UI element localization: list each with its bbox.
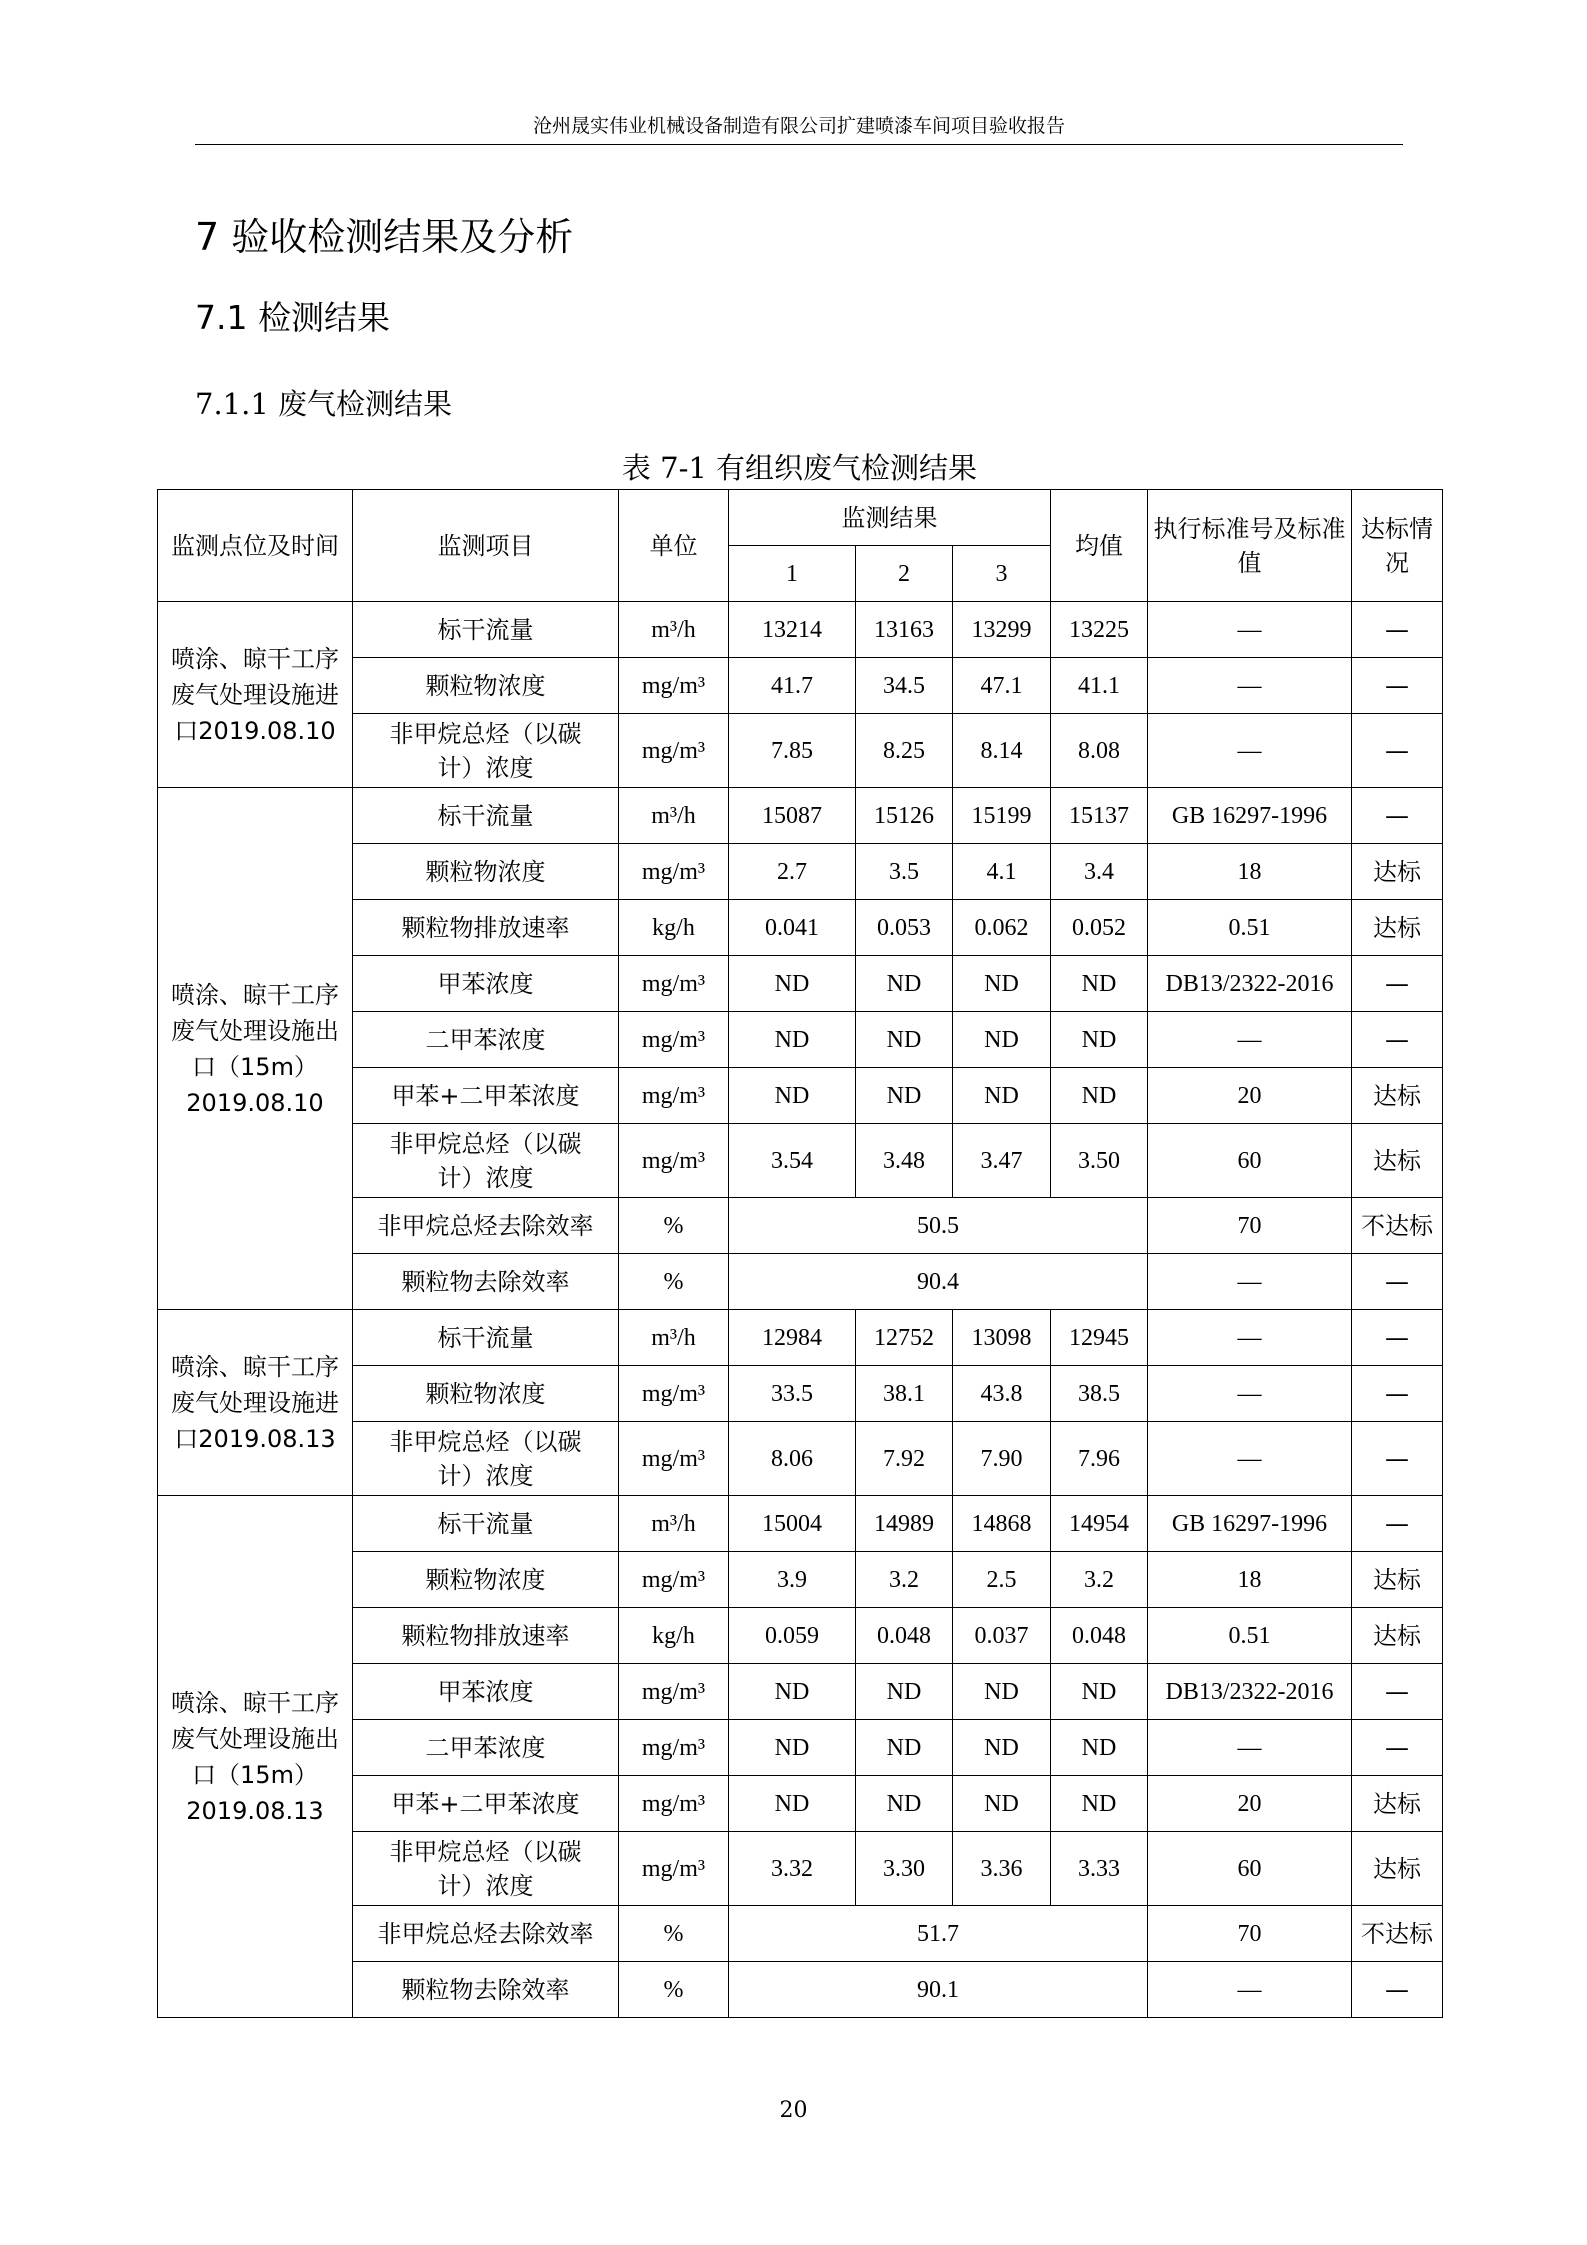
standard-cell: — [1148,1310,1352,1366]
result-3-cell: ND [953,1776,1051,1832]
status-cell: 达标 [1352,844,1443,900]
result-2-cell: ND [856,1776,953,1832]
result-3-cell: 3.47 [953,1124,1051,1198]
standard-cell: — [1148,1962,1352,2018]
mean-cell: 7.96 [1051,1422,1148,1496]
standard-cell: DB13/2322-2016 [1148,1664,1352,1720]
merged-result-cell: 50.5 [729,1198,1148,1254]
result-3-cell: 0.037 [953,1608,1051,1664]
result-1-cell: 33.5 [729,1366,856,1422]
result-1-cell: ND [729,956,856,1012]
item-cell: 颗粒物排放速率 [353,1608,619,1664]
standard-cell: — [1148,714,1352,788]
result-2-cell: 8.25 [856,714,953,788]
result-1-cell: 12984 [729,1310,856,1366]
item-cell: 非甲烷总烃去除效率 [353,1906,619,1962]
unit-cell: mg/m³ [619,1124,729,1198]
status-cell: — [1352,956,1443,1012]
status-cell: — [1352,788,1443,844]
subsection-heading: 7.1 检测结果 [195,298,390,337]
table-row [158,602,1443,658]
header-status: 达标情况 [1352,490,1443,602]
unit-cell: mg/m³ [619,1720,729,1776]
section-heading: 7 验收检测结果及分析 [195,215,574,259]
result-1-cell: 41.7 [729,658,856,714]
header-result-3: 3 [953,546,1051,602]
merged-result-cell: 90.4 [729,1254,1148,1310]
item-cell: 颗粒物去除效率 [353,1962,619,2018]
status-cell: 达标 [1352,1552,1443,1608]
location-cell: 喷涂、晾干工序废气处理设施进口2019.08.10 [158,602,353,788]
mean-cell: 0.052 [1051,900,1148,956]
standard-cell: — [1148,1720,1352,1776]
table-row [158,1496,1443,1552]
status-cell: — [1352,714,1443,788]
result-3-cell: 8.14 [953,714,1051,788]
mean-cell: ND [1051,1720,1148,1776]
item-cell: 甲苯浓度 [353,1664,619,1720]
standard-cell: 18 [1148,1552,1352,1608]
result-1-cell: ND [729,1068,856,1124]
item-cell: 标干流量 [353,1496,619,1552]
unit-cell: m³/h [619,602,729,658]
mean-cell: 41.1 [1051,658,1148,714]
unit-cell: mg/m³ [619,1664,729,1720]
header-result-1: 1 [729,546,856,602]
standard-cell: — [1148,1012,1352,1068]
result-2-cell: ND [856,1068,953,1124]
result-2-cell: 38.1 [856,1366,953,1422]
result-3-cell: 2.5 [953,1552,1051,1608]
table-caption: 表 7-1 有组织废气检测结果 [621,451,978,485]
mean-cell: 0.048 [1051,1608,1148,1664]
item-cell: 非甲烷总烃去除效率 [353,1198,619,1254]
status-cell: 达标 [1352,1776,1443,1832]
mean-cell: 15137 [1051,788,1148,844]
unit-cell: mg/m³ [619,1776,729,1832]
mean-cell: ND [1051,1776,1148,1832]
status-cell: 达标 [1352,900,1443,956]
location-cell: 喷涂、晾干工序废气处理设施进口2019.08.13 [158,1310,353,1496]
standard-cell: 20 [1148,1776,1352,1832]
standard-cell: 70 [1148,1198,1352,1254]
standard-cell: 0.51 [1148,1608,1352,1664]
mean-cell: 13225 [1051,602,1148,658]
header-result-2: 2 [856,546,953,602]
mean-cell: 38.5 [1051,1366,1148,1422]
unit-cell: m³/h [619,1310,729,1366]
merged-result-cell: 51.7 [729,1906,1148,1962]
status-cell: — [1352,1496,1443,1552]
standard-cell: — [1148,602,1352,658]
results-table [157,489,1443,2018]
item-cell: 颗粒物去除效率 [353,1254,619,1310]
status-cell: — [1352,1422,1443,1496]
result-1-cell: 0.041 [729,900,856,956]
mean-cell: 3.2 [1051,1552,1148,1608]
result-2-cell: 15126 [856,788,953,844]
unit-cell: mg/m³ [619,1012,729,1068]
unit-cell: mg/m³ [619,1552,729,1608]
standard-cell: 60 [1148,1832,1352,1906]
result-1-cell: ND [729,1012,856,1068]
status-cell: 不达标 [1352,1198,1443,1254]
status-cell: — [1352,1720,1443,1776]
standard-cell: — [1148,1422,1352,1496]
item-cell: 标干流量 [353,788,619,844]
result-2-cell: 12752 [856,1310,953,1366]
standard-cell: 0.51 [1148,900,1352,956]
result-1-cell: 2.7 [729,844,856,900]
header-results: 监测结果 [729,490,1051,546]
result-1-cell: 15087 [729,788,856,844]
unit-cell: % [619,1198,729,1254]
standard-cell: DB13/2322-2016 [1148,956,1352,1012]
result-2-cell: 0.053 [856,900,953,956]
header-unit: 单位 [619,490,729,602]
result-2-cell: ND [856,956,953,1012]
unit-cell: mg/m³ [619,1068,729,1124]
result-1-cell: 8.06 [729,1422,856,1496]
unit-cell: mg/m³ [619,1422,729,1496]
result-3-cell: 7.90 [953,1422,1051,1496]
mean-cell: 12945 [1051,1310,1148,1366]
result-2-cell: 13163 [856,602,953,658]
mean-cell: ND [1051,1068,1148,1124]
item-cell: 甲苯浓度 [353,956,619,1012]
result-1-cell: 15004 [729,1496,856,1552]
status-cell: — [1352,1664,1443,1720]
mean-cell: 3.4 [1051,844,1148,900]
running-header: 沧州晟实伟业机械设备制造有限公司扩建喷漆车间项目验收报告 [195,108,1403,145]
unit-cell: mg/m³ [619,956,729,1012]
unit-cell: kg/h [619,900,729,956]
result-3-cell: 0.062 [953,900,1051,956]
location-cell: 喷涂、晾干工序废气处理设施出口（15m）2019.08.13 [158,1496,353,2018]
merged-result-cell: 90.1 [729,1962,1148,2018]
result-3-cell: 13098 [953,1310,1051,1366]
result-3-cell: 13299 [953,602,1051,658]
unit-cell: m³/h [619,788,729,844]
item-cell: 非甲烷总烃（以碳计）浓度 [353,1422,619,1496]
unit-cell: m³/h [619,1496,729,1552]
unit-cell: mg/m³ [619,1832,729,1906]
header-item: 监测项目 [353,490,619,602]
mean-cell: ND [1051,1664,1148,1720]
result-2-cell: 3.5 [856,844,953,900]
item-cell: 标干流量 [353,1310,619,1366]
standard-cell: GB 16297-1996 [1148,1496,1352,1552]
item-cell: 二甲苯浓度 [353,1720,619,1776]
standard-cell: 18 [1148,844,1352,900]
unit-cell: % [619,1962,729,2018]
page-number: 20 [779,2098,808,2123]
result-3-cell: 3.36 [953,1832,1051,1906]
standard-cell: — [1148,658,1352,714]
item-cell: 颗粒物浓度 [353,1366,619,1422]
standard-cell: 60 [1148,1124,1352,1198]
status-cell: — [1352,602,1443,658]
status-cell: — [1352,1310,1443,1366]
result-2-cell: ND [856,1012,953,1068]
unit-cell: mg/m³ [619,658,729,714]
mean-cell: 8.08 [1051,714,1148,788]
standard-cell: 20 [1148,1068,1352,1124]
standard-cell: — [1148,1254,1352,1310]
status-cell: — [1352,1366,1443,1422]
unit-cell: kg/h [619,1608,729,1664]
unit-cell: mg/m³ [619,1366,729,1422]
result-1-cell: 3.32 [729,1832,856,1906]
unit-cell: % [619,1254,729,1310]
result-3-cell: 15199 [953,788,1051,844]
status-cell: — [1352,1012,1443,1068]
result-2-cell: 14989 [856,1496,953,1552]
header-standard: 执行标准号及标准值 [1148,490,1352,602]
item-cell: 非甲烷总烃（以碳计）浓度 [353,1124,619,1198]
unit-cell: % [619,1906,729,1962]
mean-cell: 14954 [1051,1496,1148,1552]
subsubsection-heading: 7.1.1 废气检测结果 [195,387,453,421]
mean-cell: ND [1051,956,1148,1012]
item-cell: 甲苯+二甲苯浓度 [353,1776,619,1832]
result-2-cell: 3.48 [856,1124,953,1198]
item-cell: 标干流量 [353,602,619,658]
item-cell: 二甲苯浓度 [353,1012,619,1068]
item-cell: 颗粒物排放速率 [353,900,619,956]
result-3-cell: 47.1 [953,658,1051,714]
location-cell: 喷涂、晾干工序废气处理设施出口（15m）2019.08.10 [158,788,353,1310]
result-2-cell: 3.30 [856,1832,953,1906]
result-3-cell: ND [953,1012,1051,1068]
item-cell: 颗粒物浓度 [353,1552,619,1608]
result-1-cell: 7.85 [729,714,856,788]
item-cell: 甲苯+二甲苯浓度 [353,1068,619,1124]
mean-cell: 3.33 [1051,1832,1148,1906]
status-cell: — [1352,658,1443,714]
status-cell: 不达标 [1352,1906,1443,1962]
item-cell: 非甲烷总烃（以碳计）浓度 [353,714,619,788]
status-cell: 达标 [1352,1124,1443,1198]
standard-cell: 70 [1148,1906,1352,1962]
result-3-cell: 14868 [953,1496,1051,1552]
table-row [158,1310,1443,1366]
result-1-cell: ND [729,1776,856,1832]
result-2-cell: 34.5 [856,658,953,714]
status-cell: 达标 [1352,1832,1443,1906]
result-2-cell: 0.048 [856,1608,953,1664]
result-2-cell: 3.2 [856,1552,953,1608]
result-2-cell: ND [856,1664,953,1720]
result-2-cell: 7.92 [856,1422,953,1496]
result-3-cell: ND [953,1664,1051,1720]
unit-cell: mg/m³ [619,714,729,788]
result-3-cell: ND [953,1068,1051,1124]
mean-cell: 3.50 [1051,1124,1148,1198]
item-cell: 颗粒物浓度 [353,658,619,714]
table-row [158,788,1443,844]
mean-cell: ND [1051,1012,1148,1068]
status-cell: 达标 [1352,1608,1443,1664]
result-1-cell: ND [729,1720,856,1776]
result-3-cell: 43.8 [953,1366,1051,1422]
status-cell: — [1352,1962,1443,2018]
result-3-cell: ND [953,956,1051,1012]
result-2-cell: ND [856,1720,953,1776]
standard-cell: — [1148,1366,1352,1422]
unit-cell: mg/m³ [619,844,729,900]
item-cell: 非甲烷总烃（以碳计）浓度 [353,1832,619,1906]
header-mean: 均值 [1051,490,1148,602]
result-3-cell: ND [953,1720,1051,1776]
result-3-cell: 4.1 [953,844,1051,900]
item-cell: 颗粒物浓度 [353,844,619,900]
result-1-cell: 3.9 [729,1552,856,1608]
result-1-cell: ND [729,1664,856,1720]
header-location: 监测点位及时间 [158,490,353,602]
result-1-cell: 13214 [729,602,856,658]
status-cell: — [1352,1254,1443,1310]
result-1-cell: 3.54 [729,1124,856,1198]
status-cell: 达标 [1352,1068,1443,1124]
result-1-cell: 0.059 [729,1608,856,1664]
standard-cell: GB 16297-1996 [1148,788,1352,844]
